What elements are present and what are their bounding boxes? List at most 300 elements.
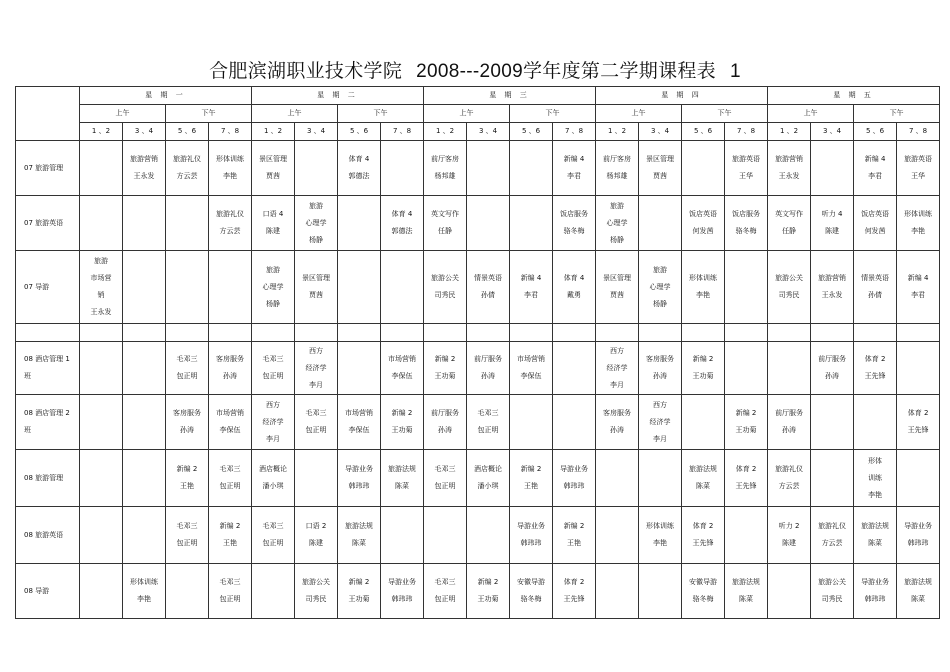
course-cell: [424, 141, 467, 196]
course-cell: [80, 324, 123, 342]
course-cell: [811, 251, 854, 324]
course-cell: [811, 196, 854, 251]
class-row: [16, 141, 940, 196]
teacher-name: 贾茜: [266, 172, 281, 180]
teacher-name: 陈菜: [868, 539, 883, 547]
course-name: 旅游英语: [732, 155, 761, 163]
course-name: 安徽导游: [689, 578, 718, 586]
teacher-name: 陈建: [266, 227, 281, 235]
morning-header: 上午: [596, 105, 682, 123]
course-cell: [596, 324, 639, 342]
class-label: 07 导游: [16, 251, 80, 324]
class-label: 07 旅游英语: [16, 196, 80, 251]
course-cell: [897, 395, 940, 450]
course-cell: [854, 564, 897, 619]
course-cell: [510, 196, 553, 251]
course-cell: [381, 141, 424, 196]
teacher-name: 孙涛: [825, 372, 840, 380]
course-cell: [596, 395, 639, 450]
course-name: 旅游营销: [130, 155, 158, 163]
teacher-name: 方云芸: [778, 482, 800, 490]
teacher-name: 包正明: [434, 595, 456, 603]
period-header: 5 、6: [510, 123, 553, 141]
course-cell: [338, 564, 381, 619]
course-cell: [424, 324, 467, 342]
course-cell: [295, 196, 338, 251]
teacher-name: 王功菊: [477, 595, 499, 603]
teacher-name: 李保伍: [348, 426, 370, 434]
period-header: 5 、6: [166, 123, 209, 141]
course-cell: [510, 564, 553, 619]
teacher-name: 包正明: [262, 539, 284, 547]
course-cell: [381, 324, 424, 342]
course-name: 毛邓三: [434, 465, 456, 473]
schedule-title: [0, 56, 950, 83]
day-header: 星 期 二: [252, 87, 424, 105]
course-cell: [295, 450, 338, 507]
course-cell: [682, 450, 725, 507]
course-name: 客房服务: [603, 409, 632, 417]
teacher-name: 陈菜: [395, 482, 410, 490]
course-cell: [854, 141, 897, 196]
period-header: 1 、2: [768, 123, 811, 141]
course-cell: [854, 324, 897, 342]
course-name: 旅游法规: [388, 465, 417, 473]
course-cell: [596, 342, 639, 395]
teacher-name: 李君: [567, 172, 582, 180]
course-name: 西方: [266, 400, 281, 409]
course-name: 体育 4: [563, 274, 585, 282]
course-cell: [639, 342, 682, 395]
course-cell: [725, 342, 768, 395]
course-cell: [596, 564, 639, 619]
course-name: 形体训练: [216, 155, 244, 163]
course-cell: [252, 395, 295, 450]
period-header: 7 、8: [897, 123, 940, 141]
teacher-name: 包正明: [262, 372, 284, 380]
course-cell: [381, 251, 424, 324]
course-name: 毛邓三: [219, 578, 241, 586]
teacher-name: 方云芸: [821, 539, 843, 547]
teacher-name: 包正明: [434, 482, 456, 490]
course-name: 形体: [868, 456, 883, 465]
title-page-number: 1: [729, 61, 741, 82]
course-name: 前厅服务: [431, 409, 460, 417]
title-term: 学年度第二学期课程表: [522, 60, 716, 82]
teacher-name: 骆冬梅: [692, 595, 714, 603]
course-name: 毛邓三: [176, 522, 198, 530]
course-cell: [725, 395, 768, 450]
course-name: 形体训练: [646, 522, 675, 530]
teacher-name: 王功菊: [735, 426, 757, 434]
course-cell: [295, 141, 338, 196]
teacher-name: 陈菜: [739, 595, 754, 603]
teacher-name: 何发茜: [692, 227, 714, 235]
course-cell: [682, 141, 725, 196]
course-name: 旅游法规: [345, 522, 374, 530]
period-header: 5 、6: [338, 123, 381, 141]
course-cell: [252, 342, 295, 395]
course-cell: [295, 507, 338, 564]
course-name: 客房服务: [646, 355, 675, 363]
teacher-name: 李月: [309, 380, 324, 389]
teacher-name: 方云芸: [176, 172, 198, 180]
teacher-name: 李月: [610, 380, 625, 389]
teacher-name: 王永发: [90, 308, 112, 316]
teacher-name: 王华: [739, 172, 754, 180]
course-cell: [467, 450, 510, 507]
course-name: 销: [97, 291, 105, 299]
course-name: 前厅客房: [603, 155, 632, 163]
course-name: 形体训练: [130, 578, 158, 586]
teacher-name: 陈建: [782, 539, 797, 547]
teacher-name: 王功菊: [434, 372, 456, 380]
course-name: 西方: [610, 346, 625, 355]
course-cell: [80, 141, 123, 196]
course-cell: [166, 564, 209, 619]
period-header: 3 、4: [467, 123, 510, 141]
teacher-name: 孙涛: [481, 372, 496, 380]
course-cell: [596, 251, 639, 324]
teacher-name: 杨邦雄: [434, 172, 456, 180]
course-cell: [725, 564, 768, 619]
period-header: 1 、2: [252, 123, 295, 141]
course-cell: [811, 342, 854, 395]
teacher-name: 孙涛: [610, 426, 625, 434]
course-cell: [897, 251, 940, 324]
course-name: 口语 4: [262, 210, 284, 218]
course-cell: [467, 342, 510, 395]
course-cell: [897, 564, 940, 619]
course-cell: [80, 251, 123, 324]
course-name: 英文写作: [431, 210, 460, 218]
teacher-name: 包正明: [219, 482, 241, 490]
period-header: 3 、4: [295, 123, 338, 141]
course-name: 饭店英语: [689, 210, 718, 218]
course-name: 体育 4: [391, 210, 413, 218]
teacher-name: 包正明: [176, 539, 198, 547]
course-name: 旅游: [266, 265, 281, 274]
course-name: 导游业务: [861, 578, 890, 586]
course-cell: [639, 196, 682, 251]
period-header: 3 、4: [123, 123, 166, 141]
teacher-name: 司秀民: [778, 291, 800, 299]
teacher-name: 韩玮玮: [391, 595, 413, 603]
course-name: 旅游: [94, 257, 108, 265]
teacher-name: 李君: [524, 291, 539, 299]
course-name: 景区管理: [646, 155, 675, 163]
course-name: 西方: [309, 346, 324, 355]
course-name: 旅游公关: [431, 274, 460, 282]
course-cell: [854, 395, 897, 450]
course-cell: [166, 342, 209, 395]
course-cell: [768, 196, 811, 251]
course-cell: [123, 141, 166, 196]
teacher-name: 李君: [868, 172, 883, 180]
course-name: 体育 2: [563, 578, 585, 586]
teacher-name: 王功菊: [692, 372, 714, 380]
course-name: 新编 2: [391, 409, 413, 417]
course-name: 心理学: [305, 218, 327, 227]
teacher-name: 包正明: [176, 372, 198, 380]
teacher-name: 韩玮玮: [864, 595, 886, 603]
course-cell: [467, 564, 510, 619]
course-cell: [510, 324, 553, 342]
course-cell: [338, 342, 381, 395]
course-cell: [123, 450, 166, 507]
teacher-name: 韩玮玮: [563, 482, 585, 490]
course-name: 经济学: [305, 363, 327, 372]
course-cell: [166, 196, 209, 251]
course-cell: [252, 507, 295, 564]
course-name: 英文写作: [775, 210, 804, 218]
teacher-name: 李艳: [137, 595, 151, 603]
course-cell: [252, 196, 295, 251]
teacher-name: 王先锋: [692, 539, 714, 547]
course-cell: [768, 324, 811, 342]
course-cell: [424, 564, 467, 619]
course-name: 体育 2: [864, 355, 886, 363]
course-name: 毛邓三: [262, 522, 284, 530]
teacher-name: 李保伍: [520, 372, 542, 380]
course-cell: [209, 342, 252, 395]
afternoon-header: 下午: [338, 105, 424, 123]
course-cell: [725, 141, 768, 196]
course-name: 口语 2: [305, 522, 327, 530]
teacher-name: 王功菊: [348, 595, 370, 603]
teacher-name: 孙倩: [868, 291, 883, 299]
course-cell: [424, 507, 467, 564]
course-cell: [811, 450, 854, 507]
course-cell: [682, 564, 725, 619]
course-cell: [252, 141, 295, 196]
course-cell: [768, 141, 811, 196]
course-cell: [338, 324, 381, 342]
course-name: 毛邓三: [262, 355, 284, 363]
course-name: 景区管理: [603, 274, 632, 282]
course-cell: [209, 395, 252, 450]
course-name: 市场营销: [388, 355, 417, 363]
course-cell: [639, 564, 682, 619]
teacher-name: 司秀民: [305, 595, 327, 603]
course-cell: [209, 324, 252, 342]
course-name: 经济学: [606, 363, 628, 372]
course-name: 新编 2: [692, 355, 714, 363]
teacher-name: 郭德法: [391, 227, 413, 235]
course-cell: [166, 395, 209, 450]
course-cell: [252, 450, 295, 507]
course-name: 经济学: [262, 417, 284, 426]
course-cell: [166, 141, 209, 196]
teacher-name: 贾茜: [309, 291, 324, 299]
course-cell: [209, 450, 252, 507]
day-header: 星 期 五: [768, 87, 940, 105]
teacher-name: 韩玮玮: [907, 539, 929, 547]
course-cell: [209, 196, 252, 251]
afternoon-header: 下午: [854, 105, 940, 123]
course-cell: [897, 450, 940, 507]
course-name: 心理学: [649, 282, 671, 291]
teacher-name: 王永发: [778, 172, 800, 180]
course-cell: [80, 342, 123, 395]
course-cell: [682, 324, 725, 342]
course-cell: [381, 196, 424, 251]
course-cell: [596, 196, 639, 251]
teacher-name: 王永发: [133, 172, 155, 180]
course-name: 客房服务: [216, 355, 244, 363]
course-cell: [596, 507, 639, 564]
course-cell: [768, 507, 811, 564]
course-cell: [725, 450, 768, 507]
teacher-name: 包正明: [219, 595, 241, 603]
period-header: 1 、2: [80, 123, 123, 141]
course-cell: [338, 450, 381, 507]
course-cell: [80, 450, 123, 507]
course-name: 情景英语: [861, 274, 890, 282]
course-cell: [510, 450, 553, 507]
teacher-name: 陈菜: [911, 595, 926, 603]
course-cell: [897, 196, 940, 251]
header-corner: [16, 87, 80, 141]
course-cell: [467, 251, 510, 324]
course-cell: [510, 251, 553, 324]
course-cell: [682, 251, 725, 324]
course-name: 情景英语: [474, 274, 503, 282]
teacher-name: 戴勇: [567, 291, 582, 299]
course-name: 旅游礼仪: [775, 465, 804, 473]
course-name: 旅游: [610, 201, 625, 210]
teacher-name: 王艳: [524, 482, 539, 490]
course-cell: [553, 196, 596, 251]
course-cell: [166, 324, 209, 342]
course-name: 心理学: [606, 218, 628, 227]
teacher-name: 王功菊: [391, 426, 413, 434]
course-name: 景区管理: [259, 155, 288, 163]
teacher-name: 李保伍: [391, 372, 413, 380]
course-schedule-table: [15, 86, 940, 619]
course-name: 市场营销: [216, 409, 244, 417]
course-cell: [252, 564, 295, 619]
teacher-name: 王艳: [567, 539, 582, 547]
course-name: 听力 4: [821, 210, 843, 218]
teacher-name: 韩玮玮: [520, 539, 542, 547]
course-cell: [768, 395, 811, 450]
course-cell: [338, 395, 381, 450]
course-cell: [166, 450, 209, 507]
course-cell: [682, 395, 725, 450]
teacher-name: 郭德法: [348, 172, 370, 180]
course-cell: [295, 324, 338, 342]
course-name: 新编 2: [563, 522, 585, 530]
course-name: 旅游法规: [904, 578, 933, 586]
teacher-name: 李艳: [696, 291, 711, 299]
course-name: 新编 4: [563, 155, 585, 163]
course-name: 旅游公关: [302, 578, 331, 586]
course-name: 旅游营销: [818, 274, 847, 282]
course-name: 饭店服务: [732, 210, 761, 218]
teacher-name: 李艳: [911, 227, 926, 235]
title-year: 2008---2009: [416, 61, 523, 82]
teacher-name: 孙涛: [223, 372, 237, 380]
course-name: 形体训练: [689, 274, 718, 282]
course-cell: [510, 141, 553, 196]
class-label: 08 导游: [16, 564, 80, 619]
teacher-name: 包正明: [477, 426, 499, 434]
course-cell: [553, 324, 596, 342]
teacher-name: 潘小琪: [477, 482, 499, 490]
course-cell: [811, 395, 854, 450]
class-row: [16, 324, 940, 342]
course-cell: [725, 324, 768, 342]
course-name: 旅游法规: [689, 465, 718, 473]
teacher-name: 李艳: [223, 172, 237, 180]
class-label: 07 旅游管理: [16, 141, 80, 196]
period-header: 3 、4: [639, 123, 682, 141]
class-row: [16, 450, 940, 507]
course-cell: [639, 141, 682, 196]
course-cell: [596, 450, 639, 507]
teacher-name: 李君: [911, 291, 926, 299]
morning-header: 上午: [768, 105, 854, 123]
course-name: 训练: [868, 473, 883, 482]
course-cell: [467, 141, 510, 196]
teacher-name: 李艳: [868, 490, 883, 499]
course-name: 导游业务: [904, 522, 933, 530]
course-cell: [725, 507, 768, 564]
course-cell: [424, 395, 467, 450]
teacher-name: 杨邦雄: [606, 172, 628, 180]
course-name: 饭店英语: [861, 210, 890, 218]
course-cell: [682, 342, 725, 395]
teacher-name: 何发茜: [864, 227, 886, 235]
class-row: [16, 507, 940, 564]
course-cell: [80, 564, 123, 619]
class-label: 08 旅游英语: [16, 507, 80, 564]
course-cell: [854, 450, 897, 507]
period-header: 1 、2: [424, 123, 467, 141]
course-cell: [381, 564, 424, 619]
course-cell: [80, 395, 123, 450]
day-header: 星 期 四: [596, 87, 768, 105]
teacher-name: 贾茜: [610, 291, 625, 299]
course-name: 经济学: [649, 417, 671, 426]
teacher-name: 贾茜: [653, 172, 668, 180]
course-cell: [338, 251, 381, 324]
course-name: 旅游礼仪: [216, 210, 244, 218]
course-cell: [381, 450, 424, 507]
teacher-name: 杨静: [309, 235, 324, 244]
course-name: 新编 2: [434, 355, 456, 363]
teacher-name: 陈建: [825, 227, 840, 235]
course-cell: [811, 141, 854, 196]
course-cell: [768, 251, 811, 324]
course-cell: [510, 395, 553, 450]
course-cell: [639, 507, 682, 564]
course-cell: [639, 395, 682, 450]
course-cell: [252, 251, 295, 324]
class-label: 08 酒店管理 2 班: [16, 395, 80, 450]
course-name: 导游业务: [560, 465, 589, 473]
course-cell: [209, 564, 252, 619]
course-cell: [553, 395, 596, 450]
period-header: 5 、6: [854, 123, 897, 141]
course-cell: [467, 507, 510, 564]
course-cell: [596, 141, 639, 196]
course-name: 听力 2: [778, 522, 800, 530]
course-name: 饭店服务: [560, 210, 589, 218]
teacher-name: 任静: [438, 227, 453, 235]
course-name: 体育 2: [735, 465, 757, 473]
